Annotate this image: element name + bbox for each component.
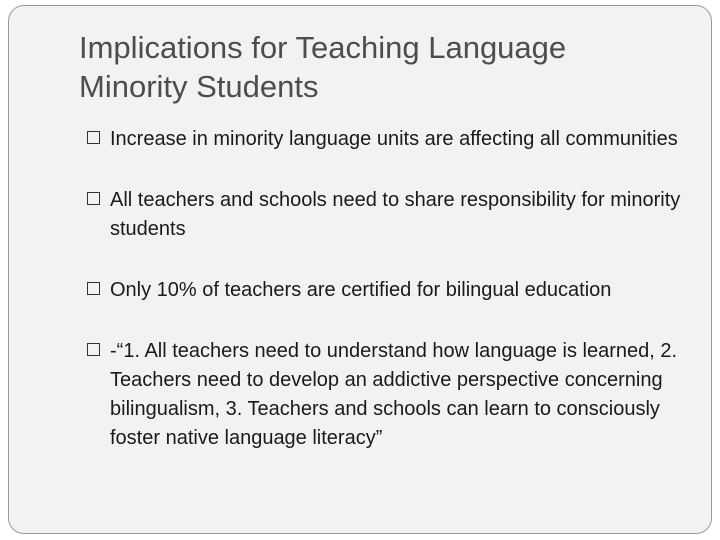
slide-title: Implications for Teaching Language Minority Students	[79, 30, 567, 104]
slide-frame	[8, 5, 712, 534]
bullet-list	[87, 125, 687, 485]
bullet-text: Increase in minority language units are affecting all communities	[110, 128, 678, 150]
bullet-item	[87, 276, 687, 305]
square-bullet-icon	[87, 131, 100, 144]
bullet-item	[87, 337, 687, 453]
square-bullet-icon	[87, 343, 100, 356]
square-bullet-icon	[87, 192, 100, 205]
bullet-text: Only 10% of teachers are certified for bilingual education	[110, 279, 612, 301]
square-bullet-icon	[87, 282, 100, 295]
bullet-text: All teachers and schools need to share responsibility for minority students	[110, 189, 681, 240]
bullet-item	[87, 186, 687, 244]
bullet-text: -“1. All teachers need to understand how language is learned, 2. Teachers need to develop an addictive perspective concerning bilingualism, 3. Teachers and schools can learn to consciously foster native language literacy”	[110, 340, 678, 449]
bullet-item	[87, 125, 687, 154]
